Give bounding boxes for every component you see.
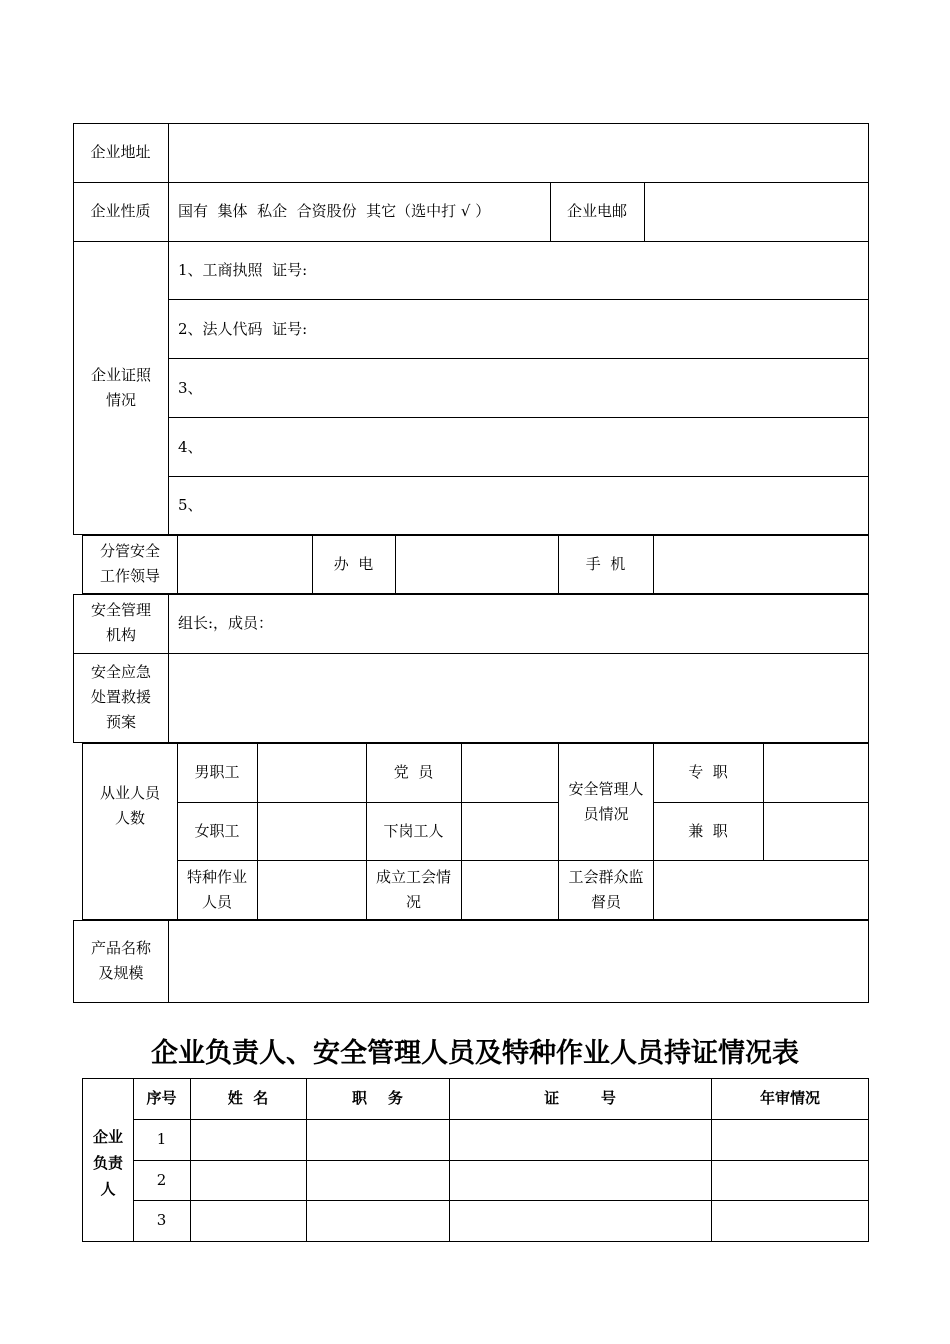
header-name: 姓 名 — [227, 1089, 269, 1107]
fulltime-label: 专 职 — [688, 763, 728, 781]
divider — [177, 802, 558, 803]
divider — [73, 653, 869, 654]
header-cert-no: 证 号 — [544, 1089, 616, 1107]
license-item[interactable]: 4、 — [178, 438, 203, 456]
divider — [177, 860, 869, 861]
male-staff-label: 男职工 — [194, 763, 240, 781]
divider — [73, 241, 869, 242]
email-label: 企业电邮 — [566, 202, 627, 220]
divider — [168, 594, 169, 743]
union-supervisor-label: 工会群众监督员 — [568, 868, 644, 911]
safety-leader-label: 分管安全工作领导 — [99, 542, 160, 585]
form-section-product — [73, 920, 869, 1003]
divider — [133, 1200, 869, 1201]
table-row-seq: 1 — [156, 1130, 167, 1148]
party-member-label: 党 员 — [393, 763, 434, 781]
cert-table-title: 企业负责人、安全管理人员及特种作业人员持证情况表 — [151, 1038, 799, 1069]
divider — [168, 358, 869, 359]
nature-label: 企业性质 — [90, 202, 151, 220]
divider — [168, 299, 869, 300]
license-item[interactable]: 1、工商执照 证号: — [178, 261, 308, 279]
divider — [558, 743, 559, 920]
union-label: 成立工会情况 — [376, 868, 452, 911]
divider — [177, 535, 178, 594]
divider — [461, 743, 462, 920]
divider — [168, 476, 869, 477]
divider — [644, 182, 645, 241]
special-worker-label: 特种作业人员 — [187, 868, 248, 911]
female-staff-label: 女职工 — [194, 822, 240, 840]
divider — [257, 743, 258, 920]
safety-org-value[interactable]: 组长:，成员： — [178, 614, 274, 632]
address-label: 企业地址 — [90, 143, 151, 161]
license-item[interactable]: 5、 — [178, 496, 203, 514]
divider — [653, 802, 869, 803]
laid-off-label: 下岗工人 — [383, 822, 444, 840]
license-item[interactable]: 3、 — [178, 379, 203, 397]
staff-count-label: 从业人员人数 — [99, 784, 160, 827]
mobile-label: 手 机 — [585, 555, 626, 573]
product-label: 产品名称及规模 — [90, 939, 151, 982]
table-row-seq: 3 — [156, 1211, 167, 1229]
office-phone-label: 办 电 — [333, 555, 374, 573]
nature-options[interactable]: 国有 集体 私企 合资股份 其它（选中打 √ ） — [178, 202, 491, 220]
divider — [73, 182, 869, 183]
divider — [168, 123, 169, 535]
license-item[interactable]: 2、法人代码 证号: — [178, 320, 308, 338]
emergency-label: 安全应急处置救援预案 — [90, 663, 151, 731]
divider — [133, 1119, 869, 1120]
header-position: 职 务 — [352, 1089, 403, 1107]
safety-staff-label: 安全管理人员情况 — [568, 780, 644, 823]
header-seq: 序号 — [146, 1089, 177, 1107]
safety-org-label: 安全管理机构 — [90, 601, 151, 644]
divider — [763, 743, 764, 860]
parttime-label: 兼 职 — [688, 822, 728, 840]
table-row-seq: 2 — [156, 1171, 167, 1189]
divider — [395, 535, 396, 594]
cert-group-label: 企业负责人 — [92, 1128, 123, 1198]
divider — [653, 535, 654, 594]
divider — [168, 920, 169, 1003]
header-annual-review: 年审情况 — [759, 1089, 820, 1107]
divider — [133, 1160, 869, 1161]
form-section-leader — [82, 535, 869, 594]
license-label: 企业证照情况 — [90, 366, 151, 409]
divider — [168, 417, 869, 418]
